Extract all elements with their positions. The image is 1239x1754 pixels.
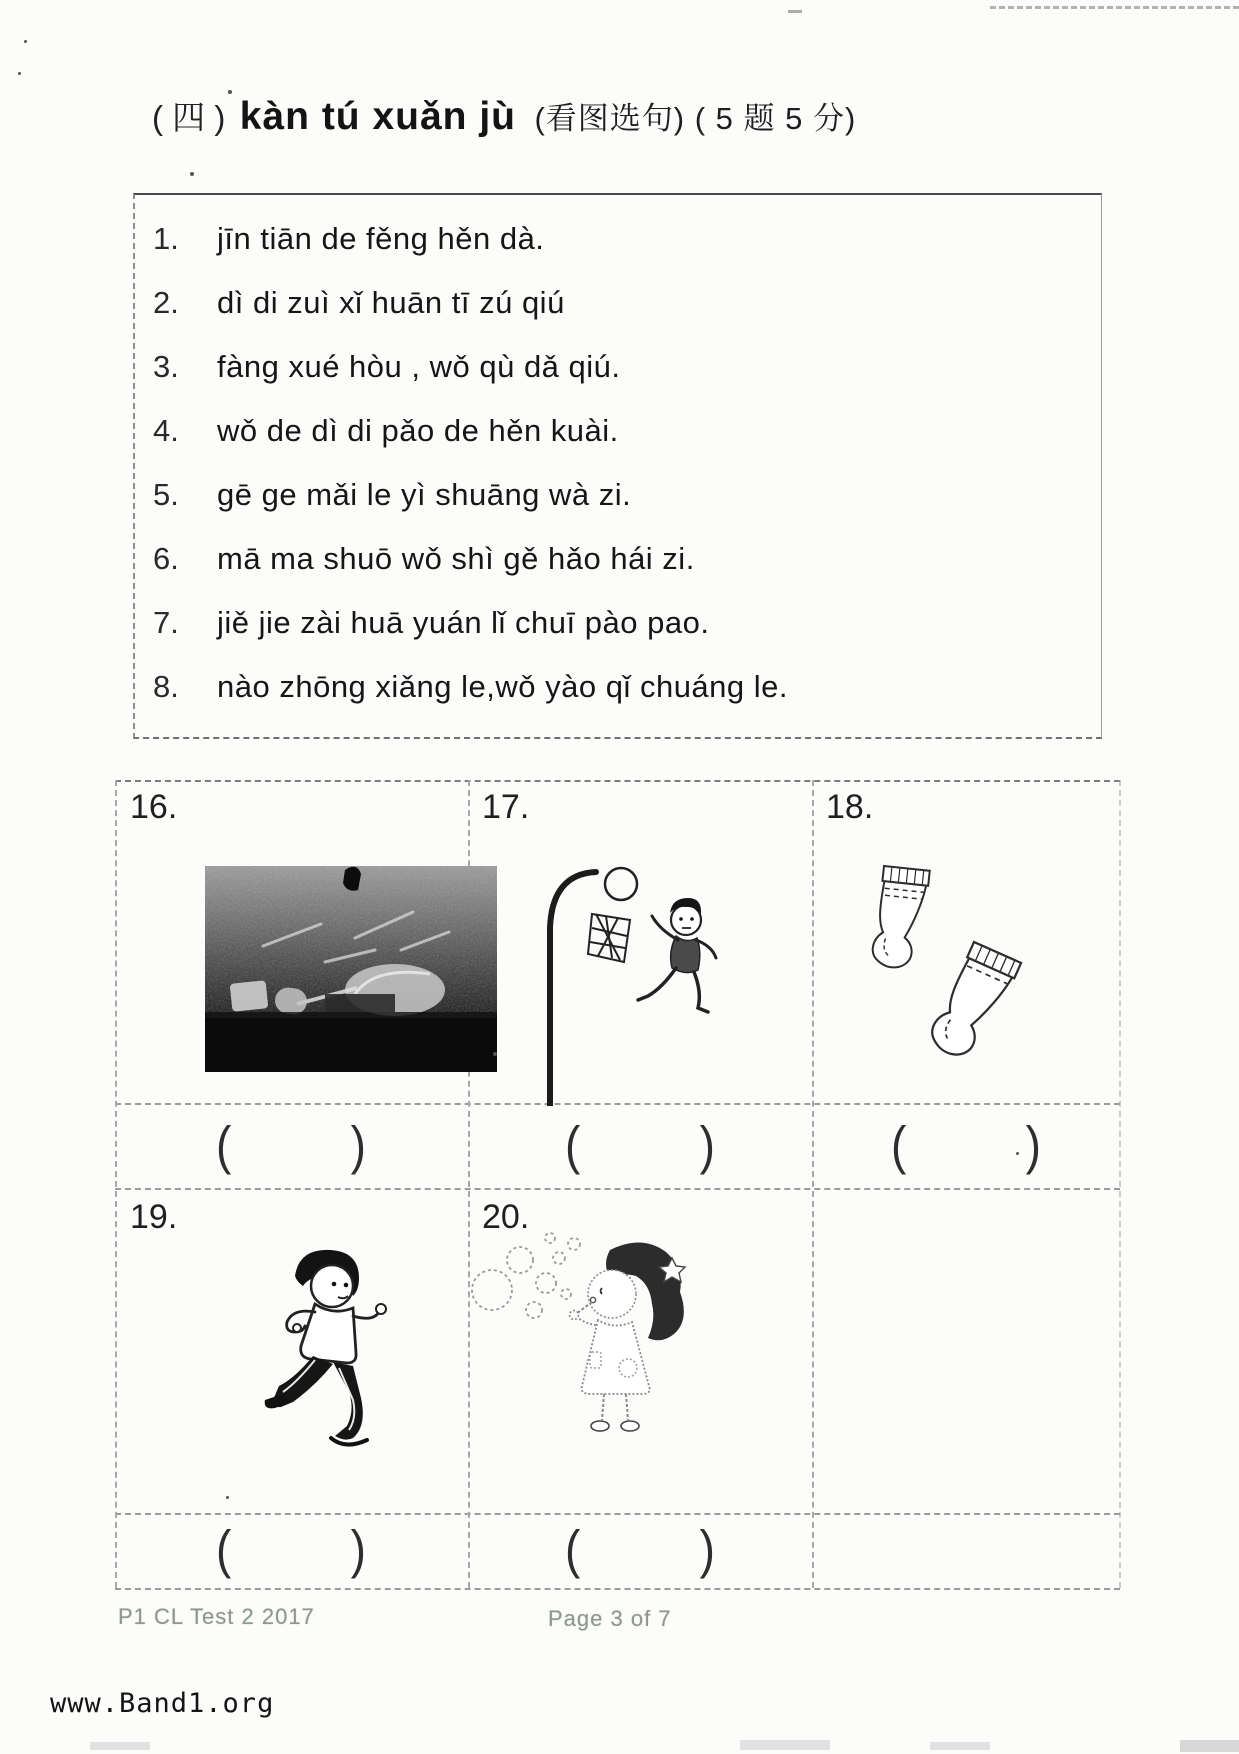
scan-artifact <box>226 1496 229 1499</box>
close-paren: ) <box>350 1519 366 1579</box>
grid-line-col <box>812 780 814 1588</box>
sentence-item <box>135 399 1101 463</box>
open-paren: ( <box>565 1115 581 1175</box>
basket-pole <box>550 872 596 1106</box>
sentence-item <box>135 527 1101 591</box>
footer-test-label: P1 CL Test 2 2017 <box>118 1604 315 1629</box>
sock-icon <box>871 866 930 970</box>
grid-line <box>115 1188 1120 1190</box>
answer-slot-16 <box>216 1115 366 1175</box>
grid-line-top <box>115 780 1120 782</box>
scan-artifact <box>1016 1152 1019 1155</box>
sentence-number: 6. <box>153 541 179 576</box>
scan-artifact <box>18 72 21 75</box>
question-number-16: 16. <box>130 788 178 826</box>
grid-line-right <box>1119 780 1121 1588</box>
flag-blob <box>343 867 361 891</box>
section-pinyin-title: kàn tú xuǎn jù <box>239 95 516 138</box>
scan-artifact <box>228 90 232 94</box>
scan-artifact <box>24 40 27 43</box>
basket-net <box>588 914 630 962</box>
open-paren: ( <box>216 1115 232 1175</box>
sentence-options-box <box>133 193 1102 739</box>
sentence-item <box>135 271 1101 335</box>
answer-slot-20 <box>565 1519 715 1579</box>
girl-blowing-bubbles-image <box>462 1228 722 1478</box>
close-paren: ) <box>699 1519 715 1579</box>
sentence-text: jiě jie zài huā yuán lǐ chuī pào pao. <box>217 605 710 640</box>
scan-artifact <box>930 1742 990 1750</box>
question-number-18: 18. <box>826 788 874 826</box>
sentence-text: fàng xué hòu , wǒ qù dǎ qiú. <box>217 349 621 384</box>
scan-artifact <box>1180 1740 1239 1752</box>
sentence-item <box>135 591 1101 655</box>
scan-artifact <box>493 1052 497 1056</box>
ball-icon <box>605 868 637 900</box>
section-chinese-title: (看图选句) ( 5 题 5 分) <box>534 101 857 136</box>
sentence-text: dì di zuì xǐ huān tī zú qiú <box>217 285 565 320</box>
boy-figure <box>638 898 716 1012</box>
sentence-text: mā ma shuō wǒ shì gě hǎo hái zi. <box>217 541 695 576</box>
grid-line-bottom <box>115 1588 1120 1590</box>
dress <box>582 1320 650 1394</box>
section-number: ( 四 ) <box>152 99 226 136</box>
sentence-text: nào zhōng xiǎng le,wǒ yào qǐ chuáng le. <box>217 669 789 704</box>
open-paren: ( <box>565 1519 581 1579</box>
sentence-text: gē ge mǎi le yì shuāng wà zi. <box>217 477 632 512</box>
grid-line <box>115 1513 1120 1515</box>
sentence-text: jīn tiān de fěng hěn dà. <box>217 221 545 256</box>
question-number-20: 20. <box>482 1198 530 1236</box>
close-paren: ) <box>350 1115 366 1175</box>
scan-artifact <box>990 6 1239 9</box>
boy-shooting-ball-image <box>500 856 750 1106</box>
sentence-number: 7. <box>153 605 179 640</box>
close-paren: ) <box>699 1115 715 1175</box>
sentence-number: 3. <box>153 349 179 384</box>
sentence-item <box>135 335 1101 399</box>
website-watermark: www.Band1.org <box>50 1688 275 1719</box>
shirt <box>301 1304 356 1363</box>
bubbles <box>472 1233 580 1318</box>
scan-artifact <box>788 10 802 13</box>
sentence-text: wǒ de dì di pǎo de hěn kuài. <box>217 413 619 448</box>
close-paren: ) <box>1025 1115 1041 1175</box>
section-title <box>152 92 856 139</box>
scan-artifact <box>740 1740 830 1750</box>
answer-slot-17 <box>565 1115 715 1175</box>
answer-slot-19 <box>216 1519 366 1579</box>
open-paren: ( <box>216 1519 232 1579</box>
back-leg <box>333 1362 363 1440</box>
open-paren: ( <box>891 1115 907 1175</box>
question-number-19: 19. <box>130 1198 178 1236</box>
scan-artifact <box>190 172 194 176</box>
question-number-17: 17. <box>482 788 530 826</box>
sentence-number: 8. <box>153 669 179 704</box>
sentence-item <box>135 207 1101 271</box>
running-boy-image <box>235 1242 440 1474</box>
sentence-item <box>135 463 1101 527</box>
scan-artifact <box>90 1742 150 1750</box>
sentence-number: 5. <box>153 477 179 512</box>
sentence-item <box>135 655 1101 719</box>
socks-image <box>856 858 1086 1098</box>
sentence-number: 2. <box>153 285 179 320</box>
answer-slot-18 <box>891 1115 1041 1175</box>
windy-day-photo-image <box>205 866 497 1072</box>
sentence-number: 1. <box>153 221 179 256</box>
sentence-number: 4. <box>153 413 179 448</box>
sock-icon <box>926 941 1021 1065</box>
girl-figure <box>570 1242 686 1431</box>
footer-page-number: Page 3 of 7 <box>548 1606 672 1631</box>
grid-line-left <box>115 780 117 1588</box>
